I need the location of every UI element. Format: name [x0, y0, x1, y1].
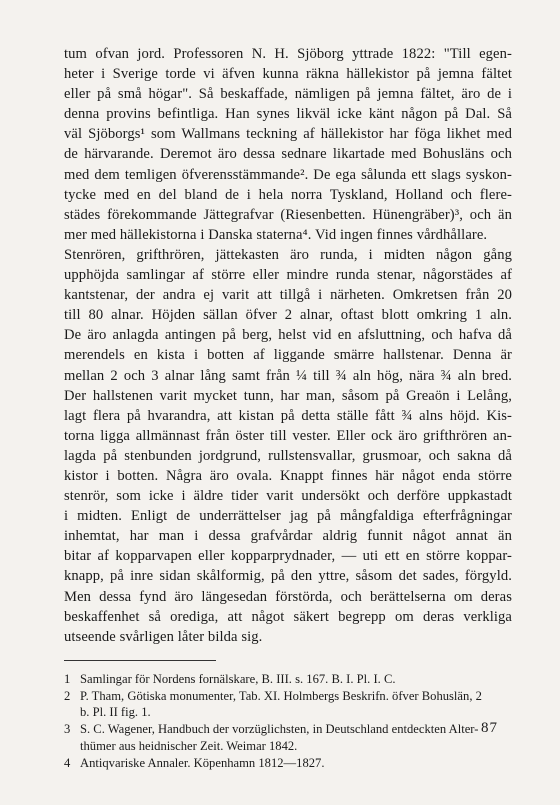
text-line: lagt flera på hvarandra, att kistan på detta ställe fått ¾ alns höjd. Kis- [64, 407, 512, 424]
footnote [64, 671, 512, 688]
text-line: heter i Sverige torde vi äfven kunna räkna hällekistor på jemna fältet [64, 66, 512, 83]
text-line: Der hallstenen varit mycket tunn, har man, såsom på Greaön i Lelång, [64, 387, 512, 404]
text-line: beskaffenhet så orediga, att något säkert begrepp om deras verkliga [64, 608, 512, 625]
footnote-line: b. Pl. II fig. 1. [80, 705, 151, 720]
text-line: tycke med en del bland de i hela norra Tyskland, Holland och flere- [64, 186, 512, 203]
text-line: inhemtat, har man i dessa grafvårdar aldrig funnit något annat än [64, 528, 512, 545]
text-line: i midten. Enligt de underrättelser jag på mångfaldiga efterfrågningar [64, 508, 512, 525]
text-line: eller på små högar". Så beskaffade, nämligen på jemna fältet, äro de i [64, 86, 512, 103]
text-line: kantstenar, der andra ej varit att tillgå i närheten. Omkretsen från 20 [64, 287, 512, 304]
footnote-number: 2 [64, 688, 71, 703]
text-line: lagda på stenbunden jordgrund, rullstensvallar, grusmoar, och sakna då [64, 447, 512, 464]
footnote-line: thümer aus heidnischer Zeit. Weimar 1842. [80, 739, 298, 753]
footnote-number: 4 [64, 755, 71, 770]
text-line: De äro anlagda antingen på berg, helst vid en afsluttning, och hafva då [64, 327, 512, 344]
page [64, 44, 512, 772]
page-number: 87 [481, 720, 498, 736]
text-line: Men dessa fynd äro längesedan förstörda, och berättelserna om deras [64, 588, 512, 605]
footnote-line: Samlingar för Nordens fornälskare, B. III. s. 167. B. I. Pl. I. C. [80, 671, 396, 686]
text-line: de härvarande. Deremot äro dessa sednare likartade med Bohusläns och [64, 146, 512, 163]
text-line: väl Sjöborgs¹ som Wallmans teckning af hällekistor har föga likhet med [64, 126, 512, 143]
footnote [64, 755, 512, 772]
text-line: merendels en kista i botten af liggande smärre hallstenar. Denna är [64, 347, 512, 364]
text-line: bitar af kopparvapen eller kopparprydnader, — uti ett en större koppar- [64, 548, 512, 565]
footnote [64, 688, 512, 722]
footnote [64, 721, 512, 755]
text-line: stenrör, som icke i äldre tider varit undersökt och derföre uppkastadt [64, 488, 512, 505]
footnote-number: 3 [64, 722, 71, 737]
text-line: mer med hällekistorna i Danska staterna⁴. Vid ingen finnes vårdhållare. [64, 226, 488, 243]
body-text [64, 44, 512, 647]
text-line: mellan 2 och 3 alnar lång samt från ¼ till ¾ aln hög, nära ¾ aln bred. [64, 367, 512, 384]
text-line: knapp, på inre sidan skålformig, på den yttre, såsom det sades, förgyld. [64, 568, 512, 585]
footnote-line: P. Tham, Götiska monumenter, Tab. XI. Holmbergs Beskrifn. öfver Bohuslän, 2 [80, 688, 482, 703]
text-line: Stenrören, grifthrören, jättekasten äro runda, i midten någon gång [64, 246, 512, 263]
footnote-line: S. C. Wagener, Handbuch der vorzüglichsten, in Deutschland entdeckten Alter- [80, 722, 479, 737]
footnote-line: Antiqvariske Annaler. Köpenhamn 1812—1827. [80, 755, 325, 770]
footnotes [64, 671, 512, 772]
text-line: upphöjda samlingar af större eller mindre runda stenar, någorstädes af [64, 267, 512, 284]
main-paragraph [64, 44, 512, 647]
text-line: städes förekommande Jättegrafvar (Riesenbetten. Hünengräber)³, och än [64, 206, 512, 223]
text-line: kistor i botten. Några äro ovala. Knappt finnes här något enda större [64, 467, 512, 484]
footnote-divider [64, 660, 216, 661]
text-line: till 80 alnar. Höjden sällan öfver 2 alnar, oftast blott omkring 1 aln. [64, 307, 512, 324]
text-line: utseende svårligen låter bilda sig. [64, 628, 263, 645]
footnote-number: 1 [64, 671, 71, 686]
text-line: tum ofvan jord. Professoren N. H. Sjöborg yttrade 1822: "Till egen- [64, 46, 512, 62]
text-line: torna ligga allmännast från öster till vester. Eller ock äro grifthrören an- [64, 427, 512, 444]
text-line: med dem temligen öfverensstämmande². De ega sålunda ett slags syskon- [64, 166, 512, 183]
text-line: denna provins befintliga. Han synes likväl icke känt någon på Dal. Så [64, 106, 512, 123]
